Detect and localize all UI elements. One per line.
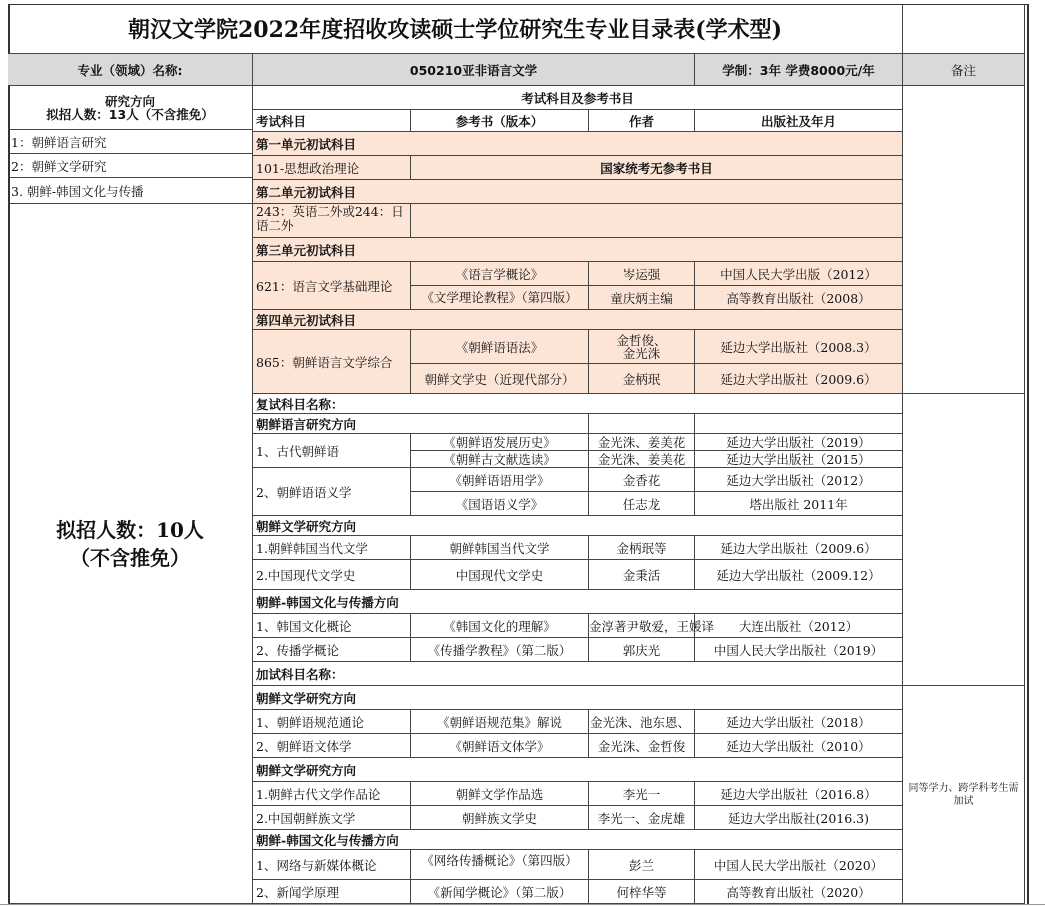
retest-s1-book-1: 《朝鲜语发展历史》 (411, 434, 589, 451)
retest-s4-author: 金秉活 (589, 560, 695, 590)
col-subject: 考试科目 (253, 110, 411, 132)
unit3-book-2: 《文学理论教程》（第四版） (411, 286, 589, 310)
col-publisher: 出版社及年月 (695, 110, 903, 132)
retest-s5-pub: 大连出版社（2012） (695, 614, 903, 638)
plan-count-line1: 拟招人数：10人 (56, 517, 204, 542)
retest-dir1-pub-blank (695, 414, 903, 434)
retest-s6: 2、传播学概论 (253, 638, 411, 662)
unit3-book-1: 《语言学概论》 (411, 262, 589, 286)
retest-s2-book-2: 《国语语义学》 (411, 492, 589, 516)
remarks-extra-note: 同等学力、跨学科考生需加试 (903, 686, 1025, 904)
retest-s4-pub: 延边大学出版社（2009.12） (695, 560, 903, 590)
retest-s1-pub-1: 延边大学出版社（2019） (695, 434, 903, 451)
extra-a5-pub: 中国人民大学出版社（2020） (695, 850, 903, 880)
col-author: 作者 (589, 110, 695, 132)
extra-a2-pub: 延边大学出版社（2010） (695, 734, 903, 758)
extra-a2: 2、朝鲜语文体学 (253, 734, 411, 758)
extra-a6-pub: 高等教育出版社（2020） (695, 880, 903, 904)
retest-s1: 1、古代朝鲜语 (253, 434, 411, 468)
extra-a1: 1、朝鲜语规范通论 (253, 710, 411, 734)
extra-a6-author: 何梓华等 (589, 880, 695, 904)
retest-s5: 1、韩国文化概论 (253, 614, 411, 638)
retest-s2-author-2: 任志龙 (589, 492, 695, 516)
title-blank-cell (903, 4, 1025, 54)
retest-s1-pub-2: 延边大学出版社（2015） (695, 451, 903, 468)
retest-s1-author-2: 金光洙、姜美花 (589, 451, 695, 468)
direction-item-1: 1：朝鲜语言研究 (8, 130, 253, 154)
research-direction-header (8, 86, 253, 130)
unit4-book-2: 朝鲜文学史（近现代部分） (411, 364, 589, 394)
retest-s2: 2、朝鲜语语义学 (253, 468, 411, 516)
unit4-publisher-2: 延边大学出版社（2009.6） (695, 364, 903, 394)
extra-a3: 1.朝鲜古代文学作品论 (253, 782, 411, 806)
extra-a3-book: 朝鲜文学作品选 (411, 782, 589, 806)
duration-fee: 学制：3年 学费8000元/年 (695, 54, 903, 86)
unit4-author-1-line2: 金光洙 (622, 345, 661, 361)
direction-item-3: 3. 朝鲜-韩国文化与传播 (8, 178, 253, 204)
unit2-blank (411, 204, 903, 238)
retest-s3: 1.朝鲜韩国当代文学 (253, 536, 411, 560)
unit3-subject: 621：语言文学基础理论 (253, 262, 411, 310)
retest-s1-author-1: 金光洙、姜美花 (589, 434, 695, 451)
retest-s3-author: 金柄珉等 (589, 536, 695, 560)
extra-dir1: 朝鲜文学研究方向 (253, 686, 903, 710)
extra-a2-author: 金光洙、金哲俊 (589, 734, 695, 758)
research-direction-label: 研究方向 (104, 93, 155, 109)
remarks-header: 备注 (903, 54, 1025, 86)
unit4-author-1-line1: 金哲俊、 (616, 332, 667, 348)
unit3-heading: 第三单元初试科目 (253, 238, 903, 262)
unit1-heading: 第一单元初试科目 (253, 132, 903, 156)
extra-a5-author: 彭兰 (589, 850, 695, 880)
page-bottom-edge (0, 904, 1045, 905)
remarks-cell-2 (903, 394, 1025, 686)
remarks-cell-1 (903, 86, 1025, 394)
retest-s2-author-1: 金香花 (589, 468, 695, 492)
extra-dir3: 朝鲜-韩国文化与传播方向 (253, 830, 903, 850)
extra-heading: 加试科目名称： (253, 662, 903, 686)
col-book: 参考书（版本） (411, 110, 589, 132)
unit3-publisher-1: 中国人民大学出版（2012） (695, 262, 903, 286)
retest-heading: 复试科目名称： (253, 394, 903, 414)
page-title: 朝汉文学院2022年度招收攻读硕士学位研究生专业目录表(学术型) (8, 4, 903, 54)
extra-a2-book: 《朝鲜语文体学》 (411, 734, 589, 758)
major-label: 专业（领域）名称: (8, 54, 253, 86)
major-value: 050210亚非语言文学 (253, 54, 695, 86)
extra-a4-author: 李光一、金虎雄 (589, 806, 695, 830)
retest-s4-book: 中国现代文学史 (411, 560, 589, 590)
unit3-author-2: 童庆炳主编 (589, 286, 695, 310)
unit3-publisher-2: 高等教育出版社（2008） (695, 286, 903, 310)
extra-a4: 2.中国朝鲜族文学 (253, 806, 411, 830)
extra-a1-book: 《朝鲜语规范集》解说 (411, 710, 589, 734)
retest-dir2: 朝鲜文学研究方向 (253, 516, 903, 536)
extra-a1-author: 金光洙、池东恩、 (589, 710, 695, 734)
plan-count-line2: （不含推免） (70, 545, 190, 570)
retest-s6-book: 《传播学教程》（第二版） (411, 638, 589, 662)
extra-a4-pub: 延边大学出版社(2016.3) (695, 806, 903, 830)
retest-s2-pub-1: 延边大学出版社（2012） (695, 468, 903, 492)
unit4-heading: 第四单元初试科目 (253, 310, 903, 330)
retest-dir1-author-blank (589, 414, 695, 434)
retest-s3-book: 朝鲜韩国当代文学 (411, 536, 589, 560)
research-plan-small: 拟招人数：13人（不含推免） (46, 106, 214, 122)
extra-a6: 2、新闻学原理 (253, 880, 411, 904)
extra-a3-pub: 延边大学出版社（2016.8） (695, 782, 903, 806)
unit1-subject: 101-思想政治理论 (253, 156, 411, 180)
extra-a5-book: 《网络传播概论》（第四版） (411, 850, 589, 880)
unit4-publisher-1: 延边大学出版社（2008.3） (695, 330, 903, 364)
extra-a3-author: 李光一 (589, 782, 695, 806)
retest-s3-pub: 延边大学出版社（2009.6） (695, 536, 903, 560)
exam-heading: 考试科目及参考书目 (253, 86, 903, 110)
extra-a5: 1、网络与新媒体概论 (253, 850, 411, 880)
unit4-author-1 (589, 330, 695, 364)
direction-item-2: 2：朝鲜文学研究 (8, 154, 253, 178)
unit4-subject: 865：朝鲜语言文学综合 (253, 330, 411, 394)
retest-s6-pub: 中国人民大学出版社（2019） (695, 638, 903, 662)
unit2-subject: 243：英语二外或244：日语二外 (253, 204, 411, 238)
retest-dir1: 朝鲜语言研究方向 (253, 414, 589, 434)
unit4-book-1: 《朝鲜语语法》 (411, 330, 589, 364)
extra-a1-pub: 延边大学出版社（2018） (695, 710, 903, 734)
unit4-author-2: 金柄珉 (589, 364, 695, 394)
unit3-author-1: 岑运强 (589, 262, 695, 286)
retest-s1-book-2: 《朝鲜古文献选读》 (411, 451, 589, 468)
retest-s2-pub-2: 塔出版社 2011年 (695, 492, 903, 516)
unit2-heading: 第二单元初试科目 (253, 180, 903, 204)
retest-s5-book: 《韩国文化的理解》 (411, 614, 589, 638)
retest-s2-book-1: 《朝鲜语语用学》 (411, 468, 589, 492)
retest-s6-author: 郭庆光 (589, 638, 695, 662)
extra-a4-book: 朝鲜族文学史 (411, 806, 589, 830)
retest-s5-author: 金淳著尹敬爱，王媛译 (589, 614, 695, 638)
retest-s4: 2.中国现代文学史 (253, 560, 411, 590)
unit1-note: 国家统考无参考书目 (411, 156, 903, 180)
plan-count-big (8, 204, 253, 904)
retest-dir3: 朝鲜-韩国文化与传播方向 (253, 590, 903, 614)
extra-a6-book: 《新闻学概论》（第二版） (411, 880, 589, 904)
extra-dir2: 朝鲜文学研究方向 (253, 758, 903, 782)
